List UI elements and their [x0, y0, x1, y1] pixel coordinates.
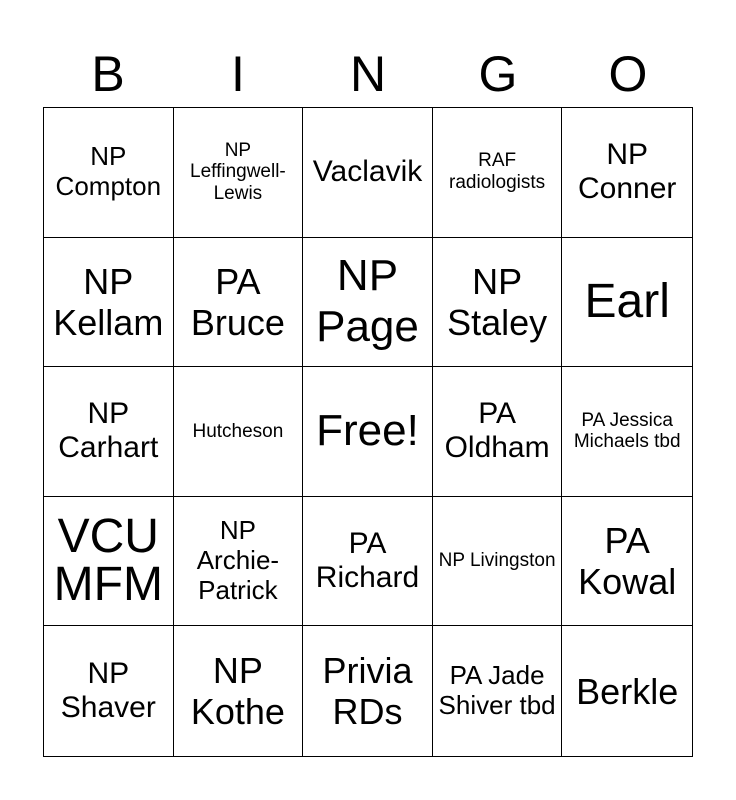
bingo-cell[interactable]: PA Jade Shiver tbd	[433, 626, 563, 756]
bingo-cell[interactable]: Privia RDs	[303, 626, 433, 756]
bingo-cell[interactable]: NP Livingston	[433, 497, 563, 627]
bingo-cell[interactable]: PA Kowal	[562, 497, 692, 627]
bingo-cell[interactable]: NP Carhart	[44, 367, 174, 497]
bingo-cell[interactable]: Hutcheson	[174, 367, 304, 497]
bingo-cell[interactable]: PA Bruce	[174, 238, 304, 368]
bingo-cell[interactable]: NP Leffingwell-Lewis	[174, 108, 304, 238]
header-letter-o: O	[608, 46, 648, 102]
bingo-cell[interactable]: NP Archie-Patrick	[174, 497, 304, 627]
bingo-cell[interactable]: NP Page	[303, 238, 433, 368]
bingo-cell[interactable]: NP Kellam	[44, 238, 174, 368]
bingo-board	[43, 107, 693, 757]
bingo-cell[interactable]: Vaclavik	[303, 108, 433, 238]
header-letter-i: I	[231, 46, 245, 102]
bingo-cell[interactable]: NP Compton	[44, 108, 174, 238]
header-letter-g: G	[478, 46, 518, 102]
header-letter-b: B	[91, 46, 125, 102]
free-space-cell[interactable]: Free!	[303, 367, 433, 497]
bingo-cell[interactable]: NP Conner	[562, 108, 692, 238]
bingo-cell[interactable]: NP Kothe	[174, 626, 304, 756]
bingo-cell[interactable]: VCU MFM	[44, 497, 174, 627]
bingo-header	[43, 40, 693, 108]
bingo-cell[interactable]: Berkle	[576, 670, 679, 712]
bingo-cell[interactable]: PA Jessica Michaels tbd	[562, 367, 692, 497]
header-letter-n: N	[349, 46, 387, 102]
bingo-cell[interactable]: PA Oldham	[433, 367, 563, 497]
bingo-cell[interactable]: Earl	[562, 238, 692, 368]
bingo-cell[interactable]: NP Staley	[433, 238, 563, 368]
bingo-cell[interactable]: NP Shaver	[44, 626, 174, 756]
bingo-cell[interactable]: RAF radiologists	[433, 108, 563, 238]
bingo-cell[interactable]: PA Richard	[303, 497, 433, 627]
